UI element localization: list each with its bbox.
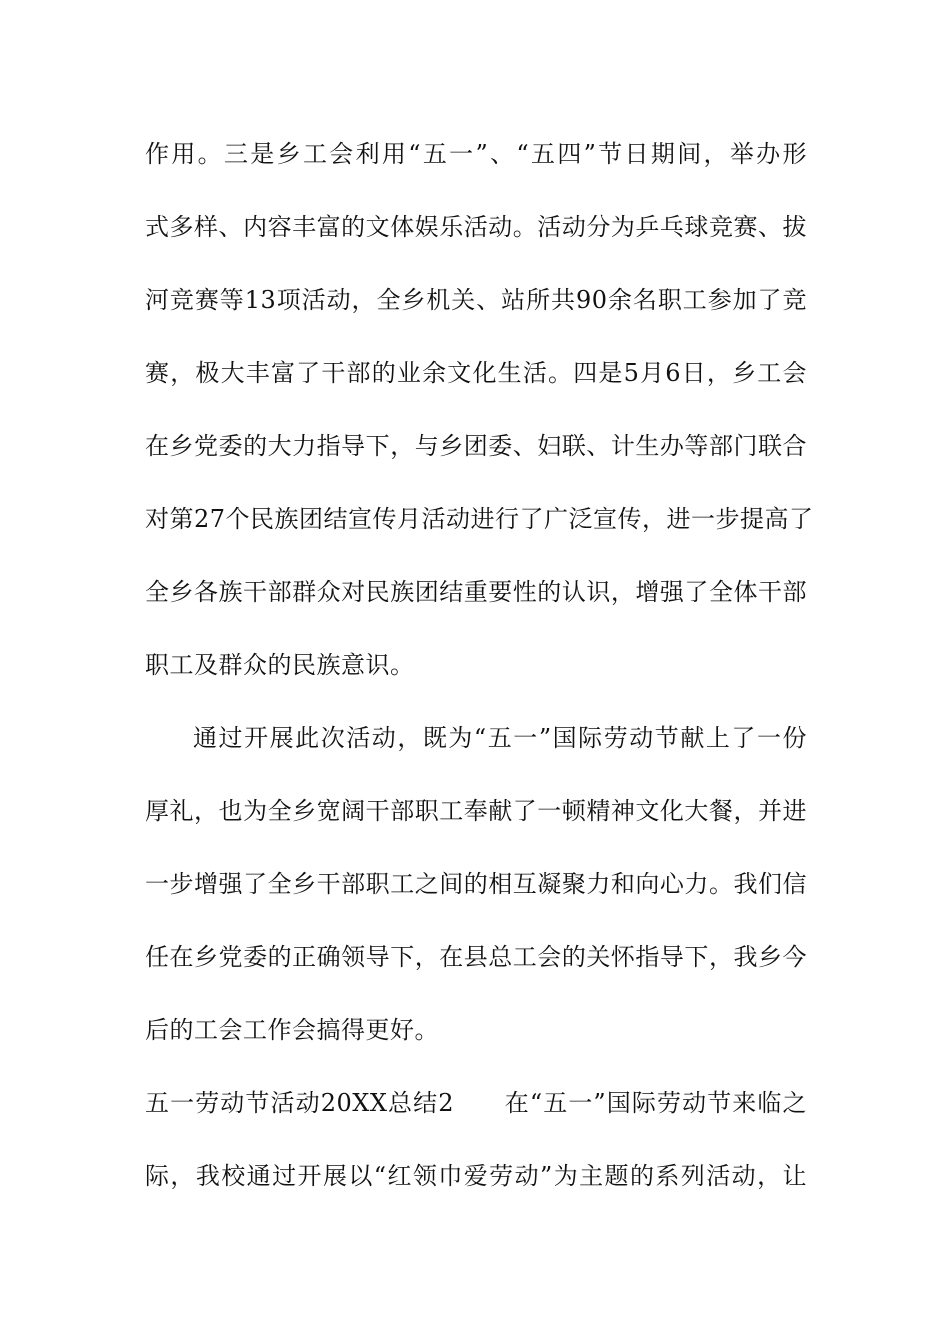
text-line: 在乡党委的大力指导下，与乡团委、妇联、计生办等部门联合: [145, 432, 807, 460]
text-line: 赛，极大丰富了干部的业余文化生活。四是5月6日，乡工会: [145, 359, 807, 387]
text-line: 河竞赛等13项活动，全乡机关、站所共90余名职工参加了竞: [145, 286, 807, 314]
text-line: 作用。三是乡工会利用“五一”、“五四”节日期间，举办形: [145, 140, 807, 168]
text-line: 式多样、内容丰富的文体娱乐活动。活动分为乒乓球竞赛、拔: [145, 213, 807, 241]
text-line: 际，我校通过开展以“红领巾爱劳动”为主题的系列活动，让: [145, 1162, 807, 1190]
text-line: 职工及群众的民族意识。: [145, 651, 415, 679]
document-body: [145, 124, 814, 1219]
text-line: 后的工会工作会搞得更好。: [145, 1016, 439, 1044]
section-heading-line: 五一劳动节活动20XX总结2 在“五一”国际劳动节来临之: [145, 1089, 807, 1117]
text-line: 通过开展此次活动，既为“五一”国际劳动节献上了一份: [193, 724, 807, 752]
text-line: 任在乡党委的正确领导下，在县总工会的关怀指导下，我乡今: [145, 943, 807, 971]
text-line: 全乡各族干部群众对民族团结重要性的认识，增强了全体干部: [145, 578, 807, 606]
text-line: 对第27个民族团结宣传月活动进行了广泛宣传，进一步提高了: [145, 505, 814, 533]
text-line: 一步增强了全乡干部职工之间的相互凝聚力和向心力。我们信: [145, 870, 807, 898]
text-line: 厚礼，也为全乡宽阔干部职工奉献了一顿精神文化大餐，并进: [145, 797, 807, 825]
